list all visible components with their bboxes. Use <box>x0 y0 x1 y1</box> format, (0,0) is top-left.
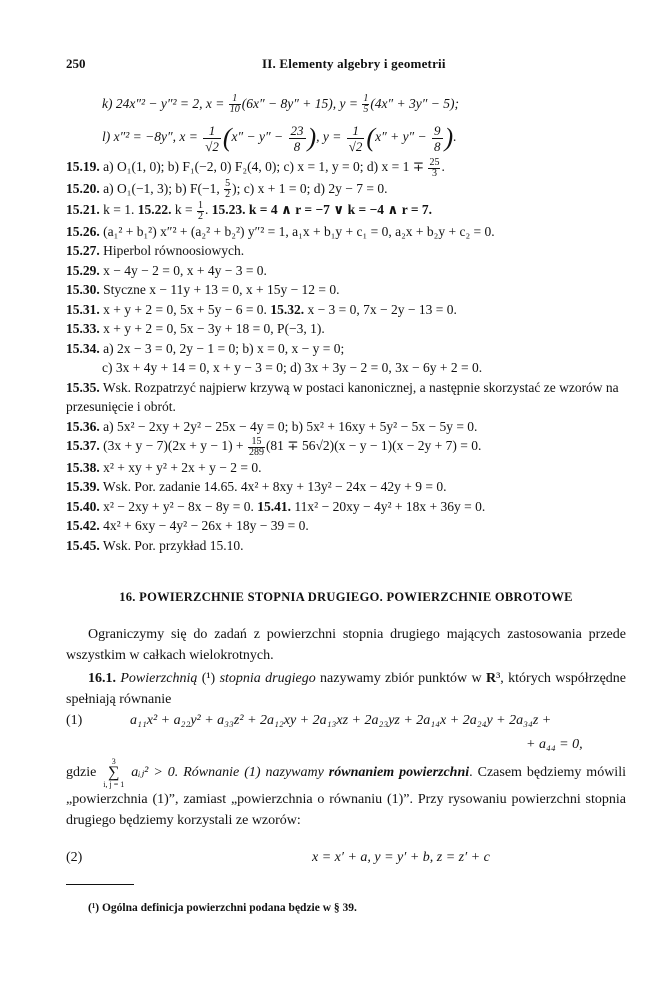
equation-label: (2) <box>66 850 83 865</box>
fraction: $\frac{5}{2}$ <box>225 178 231 201</box>
intro-paragraph: Ograniczymy się do zadań z powierzchni stopnia drugiego mających zastosowania przede wszystkim w całkach wielokrotnych. <box>66 627 626 663</box>
answer-15-27: 15.27. Hiperbol równoosiowych. <box>66 243 245 259</box>
answers-list <box>66 94 626 555</box>
section-title: 16. POWIERZCHNIE STOPNIA DRUGIEGO. POWIERZCHNIE OBROTOWE <box>119 590 573 604</box>
equation-rhs: + a₄₄ = 0, <box>526 737 583 752</box>
running-title: II. Elementy algebry i geometrii <box>262 56 446 71</box>
answer-15-40: 15.40. x² − 2xy + y² − 8x − 8y = 0. 15.41. 11x² − 20xy − 4y² + 18x + 36y = 0. <box>66 498 486 514</box>
answer-15-38: 15.38. x² + xy + y² + 2x + y − 2 = 0. <box>66 459 262 475</box>
answer-l: l) x″² = −8y″, x = $\frac{1}{√2}$ (x″ − y″ − $\frac{23}{8}$ ), y = $\frac{1}{√2}$ (x″ + y″ − $\frac{9}{8}$ ). <box>102 122 457 154</box>
translation-formulas: x = x′ + a, y = y′ + b, z = z′ + c <box>312 850 490 865</box>
answer-15-42: 15.42. 4x² + 6xy − 4y² − 26x + 18y − 39 = 0. <box>66 518 309 534</box>
answer-15-35: 15.35. Wsk. Rozpatrzyć najpierw krzywą w postaci kanonicznej, a następnie skorzystać ze wzorów na przesunięcie i obrót. <box>66 379 619 415</box>
fraction: $\frac{25}{3}$ <box>429 156 440 179</box>
fraction: $\frac{23}{8}$ <box>290 122 304 154</box>
equation-lhs: a₁₁x² + a₂₂y² + a₃₃z² + 2a₁₂xy + 2a₁₃xz + 2a₂₃yz + 2a₁₄x + 2a₂₄y + 2a₃₄z + <box>130 713 552 728</box>
answer-15-34-cd: c) 3x + 4y + 14 = 0, x + y − 3 = 0; d) 3x + 3y − 2 = 0, 3x − 6y + 2 = 0. <box>102 360 483 376</box>
answer-15-21: 15.21. k = 1. 15.22. k = $\frac{1}{2}$ . 15.23. k = 4 ∧ r = −7 ∨ k = −4 ∧ r = 7. <box>66 199 433 222</box>
footnote-ref: (¹) <box>197 671 220 686</box>
answer-k: k) 24x″² − y″² = 2, x = $\frac{1}{10}$ (6x″ − 8y″ + 15), y = $\frac{1}{5}$ (4x″ + 3y″ − 5); <box>102 93 459 116</box>
fraction: $\frac{9}{8}$ <box>434 122 441 154</box>
definition-paragraph: 16.1. Powierzchnią (¹) stopnia drugiego nazywamy zbiór punktów w R³, których współrzędne spełniają równanie <box>66 671 627 707</box>
answer-15-20: 15.20. a) O₁(−1, 3); b) F(−1, $\frac{5}{2}$ ); c) x + 1 = 0; d) 2y − 7 = 0. <box>66 178 388 201</box>
footnote-rule <box>66 884 134 885</box>
fraction: $\frac{1}{10}$ <box>229 93 240 116</box>
answer-15-33: 15.33. x + y + 2 = 0, 5x − 3y + 18 = 0, P(−3, 1). <box>66 321 325 337</box>
fraction: $\frac{1}{5}$ <box>363 93 369 116</box>
answer-15-30: 15.30. Styczne x − 11y + 13 = 0, x + 15y − 12 = 0. <box>66 282 340 298</box>
answer-15-45: 15.45. Wsk. Por. przykład 15.10. <box>66 537 244 553</box>
answer-15-34: 15.34. a) 2x − 3 = 0, 2y − 1 = 0; b) x = 0, x − y = 0; <box>66 340 345 356</box>
answer-15-37: 15.37. (3x + y − 7)(2x + y − 1) + $\frac{15}{289}$ (81 ∓ 56√2)(x − y − 1)(x − 2y + 7) = 0. <box>66 435 482 458</box>
condition-paragraph: gdzie 3 ∑ i, j = 1 aᵢⱼ² > 0. Równanie (1) nazywamy równaniem powierzchni. Czasem będziemy mówili „powierzchnia (1)”, zamiast „powierzchnia o równaniu (1)”. Przy rysowaniu powierzchni stopnia drugiego będziemy korzystali ze wzorów: <box>66 757 626 828</box>
answer-15-36: 15.36. a) 5x² − 2xy + 2y² − 25x − 4y = 0; b) 5x² + 16xy + 5y² − 5x − 5y = 0. <box>66 418 478 434</box>
answer-15-26: 15.26. (a₁² + b₁²) x″² + (a₂² + b₂²) y″² = 1, a₁x + b₁y + c₁ = 0, a₂x + b₂y + c₂ = 0. <box>66 223 495 239</box>
fraction: $\frac{1}{√2}$ <box>205 122 219 154</box>
fraction: $\frac{15}{289}$ <box>248 435 264 458</box>
equation-label: (1) <box>66 713 83 728</box>
fraction: $\frac{1}{2}$ <box>198 199 203 222</box>
answer-15-29: 15.29. x − 4y − 2 = 0, x + 4y − 3 = 0. <box>66 262 267 278</box>
page-number: 250 <box>66 56 86 71</box>
summation-symbol: 3 ∑ i, j = 1 <box>103 757 125 789</box>
footnote: (¹) Ogólna definicja powierzchni podana będzie w § 39. <box>88 902 357 914</box>
answer-15-19: 15.19. a) O₁(1, 0); b) F₁(−2, 0) F₂(4, 0); c) x = 1, y = 0; d) x = 1 ∓ $\frac{25}{3}$ . <box>66 156 445 179</box>
fraction: $\frac{1}{√2}$ <box>348 122 363 154</box>
answer-15-39: 15.39. Wsk. Por. zadanie 14.65. 4x² + 8xy + 13y² − 24x − 42y + 9 = 0. <box>66 479 447 495</box>
answer-15-31: 15.31. x + y + 2 = 0, 5x + 5y − 6 = 0. 15.32. x − 3 = 0, 7x − 2y − 13 = 0. <box>66 301 457 317</box>
